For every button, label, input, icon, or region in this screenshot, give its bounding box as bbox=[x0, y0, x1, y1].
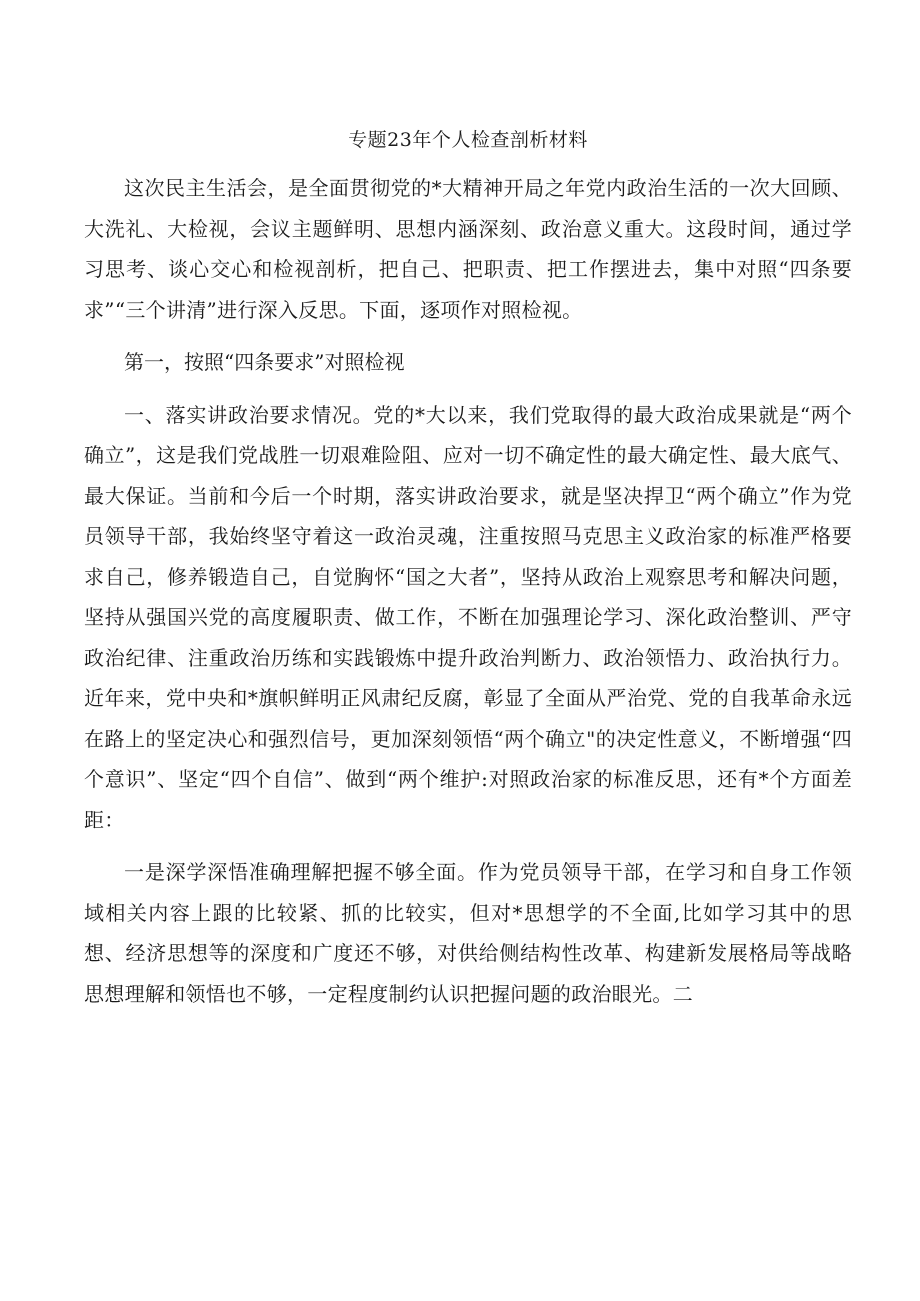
document-title: 专题23年个人检查剖析材料 bbox=[348, 129, 588, 151]
political-requirements-paragraph: 一、落实讲政治要求情况。党的*大以来，我们党取得的最大政治成果就是“两个确立”，这是我们党战胜一切艰难险阻、应对一切不确定性的最大确定性、最大底气、最大保证。当前和今后一个时期，落实讲政治要求，就是坚决捍卫“两个确立”作为党员领导干部，我始终坚守着这一政治灵魂，注重按照马克思主义政治家的标准严格要求自己，修养锻造自己，自觉胸怀“国之大者”，坚持从政治上观察思考和解决问题，坚持从强国兴党的高度履职责、做工作，不断在加强理论学习、深化政治整训、严守政治纪律、注重政治历练和实践锻炼中提升政治判断力、政治领悟力、政治执行力。近年来，党中央和*旗帜鲜明正风肃纪反腐，彰显了全面从严治党、党的自我革命永远在路上的坚定决心和强烈信号，更加深刻领悟“两个确立"的决定性意义，不断增强“四个意识”、坚定“四个自信”、做到“两个维护:对照政治家的标准反思，还有*个方面差距： bbox=[84, 402, 852, 832]
document-page bbox=[84, 120, 852, 1026]
section-heading-four-requirements: 第一，按照“四条要求”对照检视 bbox=[124, 350, 405, 374]
intro-paragraph: 这次民主生活会，是全面贯彻党的*大精神开局之年党内政治生活的一次大回顾、大洗礼、大检视，会议主题鲜明、思想内涵深刻、政治意义重大。这段时间，通过学习思考、谈心交心和检视剖析，把自己、把职责、把工作摆进去，集中对照“四条要求”“三个讲清”进行深入反思。下面，逐项作对照检视。 bbox=[84, 176, 852, 322]
study-gap-paragraph: 一是深学深悟准确理解把握不够全面。作为党员领导干部，在学习和自身工作领域相关内容上跟的比较紧、抓的比较实，但对*思想学的不全面,比如学习其中的思想、经济思想等的深度和广度还不够，对供给侧结构性改革、构建新发展格局等战略思想理解和领悟也不够，一定程度制约认识把握问题的政治眼光。二 bbox=[84, 860, 852, 1006]
